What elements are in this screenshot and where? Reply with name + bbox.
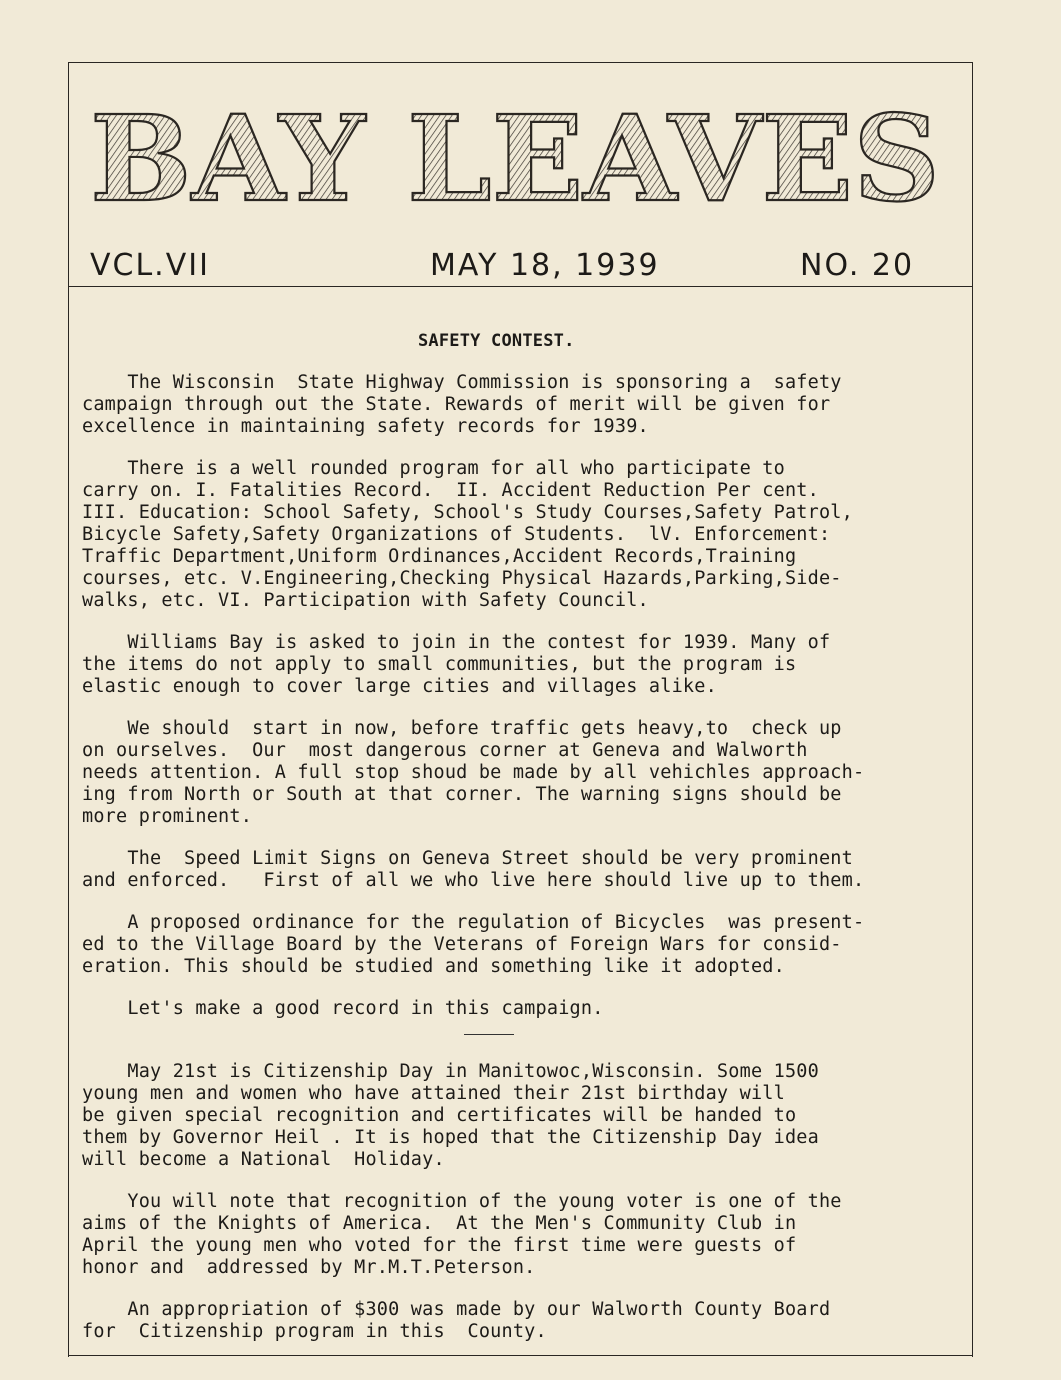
paragraph-line: May 21st is Citizenship Day in Manitowoc,Wisconsin. Some 1500 (82, 1061, 819, 1082)
masthead-title-text: BAY LEAVES (90, 100, 941, 220)
masthead-lettering (90, 100, 960, 220)
article-paragraphs (82, 372, 962, 1020)
paragraph-line: and enforced. First of all we who live here should live up to them. (82, 870, 865, 891)
paragraph-line: The Speed Limit Signs on Geneva Street should be very prominent (82, 848, 853, 869)
paragraph-line: We should start in now, before traffic gets heavy,to check up (82, 718, 842, 739)
paragraph-line: ing from North or South at that corner. The warning signs should be (82, 784, 842, 805)
paragraph-line: ed to the Village Board by the Veterans of Foreign Wars for consid- (82, 934, 842, 955)
issue-date: MAY 18, 1939 (430, 248, 660, 283)
paragraph-line: eration. This should be studied and something like it adopted. (82, 956, 785, 977)
paragraph-line: on ourselves. Our most dangerous corner at Geneva and Walworth (82, 740, 808, 761)
paragraph (82, 718, 962, 828)
paragraph-line: Williams Bay is asked to join in the contest for 1939. Many of (82, 632, 831, 653)
paragraph-line: for Citizenship program in this County. (82, 1321, 547, 1342)
paragraph-line: young men and women who have attained their 21st birthday will (82, 1083, 785, 1104)
paragraph (82, 1061, 962, 1171)
paragraph (82, 1299, 962, 1343)
paragraph-line: walks, etc. VI. Participation with Safety Council. (82, 590, 649, 611)
paragraph-line: Bicycle Safety,Safety Organizations of Students. lV. Enforcement: (82, 524, 831, 545)
paragraph-line: aims of the Knights of America. At the Men's Community Club in (82, 1213, 797, 1234)
paragraph-line: excellence in maintaining safety records for 1939. (82, 416, 649, 437)
paragraph-line: There is a well rounded program for all who participate to (82, 458, 785, 479)
paragraph (82, 912, 962, 978)
paragraph-line: honor and addressed by Mr.M.T.Peterson. (82, 1257, 536, 1278)
paragraph-line: needs attention. A full stop shoud be made by all vehichles approach- (82, 762, 865, 783)
paragraph-line: them by Governor Heil . It is hoped that the Citizenship Day idea (82, 1127, 819, 1148)
paragraph-line: the items do not apply to small communities, but the program is (82, 654, 797, 675)
paragraph-line: carry on. I. Fatalities Record. II. Accident Reduction Per cent. (82, 480, 819, 501)
paragraph-line: Let's make a good record in this campaign. (82, 998, 604, 1019)
volume-label: VCL.VII (90, 248, 210, 283)
paragraph-line: III. Education: School Safety, School's Study Courses,Safety Patrol, (82, 502, 853, 523)
article-body (82, 330, 962, 1363)
issue-line (90, 248, 950, 288)
paragraph-line: The Wisconsin State Highway Commission is sponsoring a safety (82, 372, 842, 393)
paragraph (82, 632, 962, 698)
paragraph (82, 1191, 962, 1279)
paragraph-line: campaign through out the State. Rewards of merit will be given for (82, 394, 831, 415)
paragraph-line: will become a National Holiday. (82, 1149, 445, 1170)
paragraph (82, 372, 962, 438)
paragraph-line: courses, etc. V.Engineering,Checking Physical Hazards,Parking,Side- (82, 568, 842, 589)
article-heading: SAFETY CONTEST. (418, 331, 575, 351)
paragraph-line: elastic enough to cover large cities and villages alike. (82, 676, 717, 697)
paragraph-line: April the young men who voted for the first time were guests of (82, 1235, 797, 1256)
bottom-rule (68, 1355, 973, 1356)
paragraph (82, 458, 962, 612)
paragraph (82, 998, 962, 1020)
article-paragraphs-continued (82, 1061, 962, 1343)
paragraph-line: more prominent. (82, 806, 253, 827)
masthead-title (90, 100, 960, 220)
paragraph-line: A proposed ordinance for the regulation of Bicycles was present- (82, 912, 865, 933)
paragraph-line: be given special recognition and certificates will be handed to (82, 1105, 797, 1126)
paragraph-line: You will note that recognition of the young voter is one of the (82, 1191, 842, 1212)
paragraph (82, 848, 962, 892)
header-rule (68, 286, 973, 287)
paragraph-line: An appropriation of $300 was made by our Walworth County Board (82, 1299, 831, 1320)
section-divider (464, 1034, 514, 1035)
issue-number: NO. 20 (800, 248, 915, 283)
paragraph-line: Traffic Department,Uniform Ordinances,Accident Records,Training (82, 546, 797, 567)
